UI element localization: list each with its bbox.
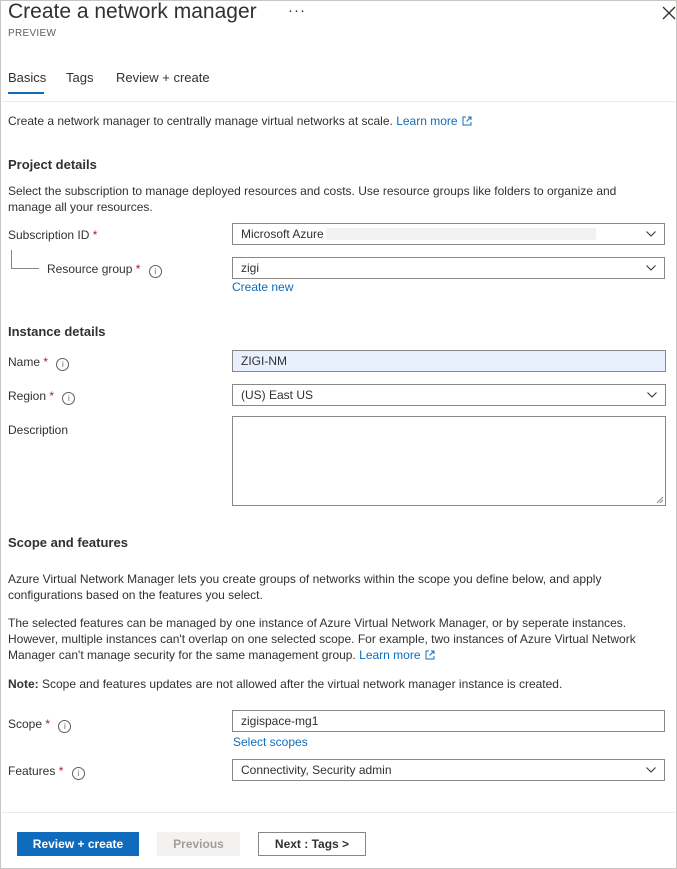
scope-learn-more-label: Learn more [359,648,421,662]
create-new-link[interactable]: Create new [232,280,294,294]
required-mark: * [45,717,51,731]
note-text: Scope and features updates are not allowed after the virtual network manager instance is created. [38,677,563,691]
scope-para2 [8,615,663,663]
name-label [8,355,69,371]
resource-group-value: zigi [241,261,260,275]
features-dropdown[interactable] [232,759,665,781]
required-mark: * [58,764,64,778]
project-details-heading: Project details [8,157,97,172]
info-icon[interactable]: i [62,392,75,405]
subscription-value: Microsoft Azure [241,227,324,241]
required-mark: * [43,355,49,369]
description-textarea[interactable] [232,416,666,506]
info-icon[interactable]: i [149,265,162,278]
scope-features-heading: Scope and features [8,535,128,550]
features-label [8,764,85,780]
required-mark: * [49,389,55,403]
scope-input[interactable] [232,710,665,732]
name-input[interactable] [232,350,666,372]
chevron-down-icon [646,231,656,237]
subscription-dropdown[interactable] [232,223,665,245]
info-icon[interactable]: i [72,767,85,780]
features-value: Connectivity, Security admin [241,763,392,777]
features-label-text: Features [8,764,56,778]
scope-note [8,676,562,692]
scope-label [8,717,71,733]
chevron-down-icon [646,767,656,773]
tree-connector-horizontal [11,268,39,269]
external-link-icon [425,650,435,660]
page-title: Create a network manager [8,0,257,23]
intro-description: Create a network manager to centrally manage virtual networks at scale. [8,114,393,128]
subscription-label-text: Subscription ID [8,228,90,242]
info-icon[interactable]: i [56,358,69,371]
intro-text [8,113,472,129]
required-mark: * [135,262,141,276]
instance-details-heading: Instance details [8,324,106,339]
chevron-down-icon [646,265,656,271]
scope-learn-more-link[interactable] [359,648,434,662]
tab-tags[interactable]: Tags [66,70,94,85]
region-label-text: Region [8,389,47,403]
review-create-button[interactable]: Review + create [17,832,139,856]
previous-button[interactable]: Previous [157,832,240,856]
resource-group-label [47,262,162,278]
chevron-down-icon [647,392,657,398]
learn-more-link[interactable] [396,114,471,128]
resource-group-dropdown[interactable] [232,257,665,279]
redacted-subscription-id [326,228,596,240]
scope-label-text: Scope [8,717,43,731]
scope-para2-text: The selected features can be managed by one instance of Azure Virtual Network Manager, or by seperate instances. However, multiple instances can't overlap on one selected scope. For example, two instances of Azure Virtual Network Manager can't manage security for the same management group. [8,616,636,662]
tree-connector-vertical [11,250,12,268]
info-icon[interactable]: i [58,720,71,733]
footer-divider [2,812,675,813]
note-label: Note: [8,677,39,691]
tab-basics[interactable]: Basics [8,70,47,85]
close-icon[interactable] [660,4,677,22]
required-mark: * [92,228,98,242]
resize-handle-icon[interactable] [656,496,664,504]
more-options-button[interactable]: ··· [288,2,306,19]
project-details-description: Select the subscription to manage deployed resources and costs. Use resource groups like folders to organize and manage all your resources. [8,184,617,214]
name-value: ZIGI-NM [241,354,287,368]
page-subtitle: PREVIEW [8,28,57,39]
learn-more-label: Learn more [396,114,458,128]
external-link-icon [462,116,472,126]
description-label: Description [8,423,69,437]
subscription-label [8,228,97,242]
name-label-text: Name [8,355,41,369]
tab-review-create[interactable]: Review + create [116,70,210,85]
region-value: (US) East US [241,388,314,402]
scope-para1: Azure Virtual Network Manager lets you create groups of networks within the scope you define below, and apply configurations based on the features you select. [8,572,602,602]
region-label [8,389,75,405]
scope-value: zigispace-mg1 [241,714,319,728]
tab-divider [2,101,675,102]
region-dropdown[interactable] [232,384,666,406]
next-tags-button[interactable]: Next : Tags > [258,832,366,856]
active-tab-indicator [8,92,44,94]
resource-group-label-text: Resource group [47,262,133,276]
select-scopes-link[interactable]: Select scopes [233,735,308,749]
